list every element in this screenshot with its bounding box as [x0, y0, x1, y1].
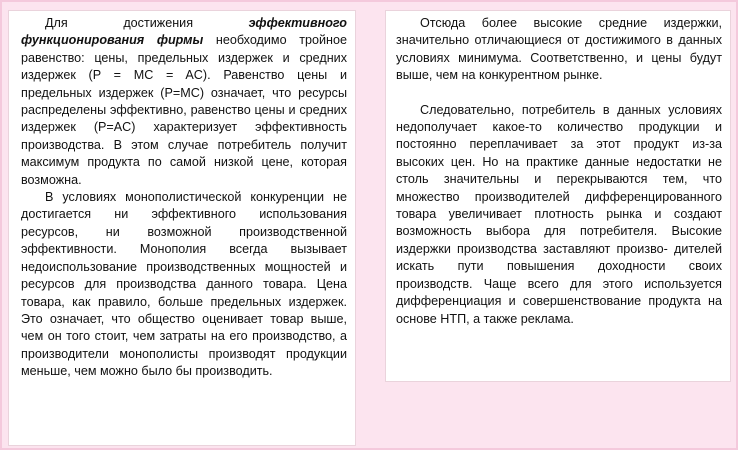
- emphasized-term: эффективного функционирования фирмы: [21, 16, 347, 48]
- right-text-column: [385, 10, 731, 382]
- paragraph-lead: Для достижения: [45, 16, 249, 30]
- paragraph-higher-costs: Отсюда более высокие средние издержки, значительно отличающиеся от достижимого в данных условиях минимума. Соответственно, и цены будут выше, чем на конкурентном рынке.: [396, 16, 722, 83]
- paragraph-body: необходимо тройное равенство: цены, предельных издержек и средних издержек (P = MC = AC). Равенство цены и предельных издержек (P=MC) означает, что ресурсы распределены эффективно, равенство цены и средних издержек (P=AC) характеризует эффективность производства. В этом случае потребитель получит максимум продукта по самой низкой цене, которая возможна.: [21, 33, 347, 187]
- left-text-column: [8, 10, 356, 446]
- page-frame: [2, 2, 736, 448]
- paragraph-consumer-impact: Следовательно, потребитель в данных условиях недополучает какое-то количество продукции и постоянно переплачивает за этот продукт из-за высоких цен. Но на практике данные недостатки не столь значительны и перекрываются тем, что множество производителей дифференцированного товара увеличивает плотность рынка и создают возможность выбора для потребителя. Высокие издержки производства заставляют произво- дителей искать пути повышения доходности своих производств. Чаще всего для этого используется дифференциация и совершенствование продукта на основе НТП, а также реклама.: [396, 102, 722, 326]
- paragraph-efficiency: [21, 15, 347, 189]
- paragraph-monopolistic-competition: В условиях монополистической конкуренции не достигается ни эффективного использования ресурсов, ни возможной производственной эффективности. Монополия всегда вызывает недоиспользование производственных мощностей и ресурсов для производства данного товара. Цена товара, как правило, больше предельных издержек. Это означает, что общество оценивает товар выше, чем он того стоит, чем затраты на его производство, а производители монополисты производят продукции меньше, чем можно было бы производить.: [21, 190, 347, 379]
